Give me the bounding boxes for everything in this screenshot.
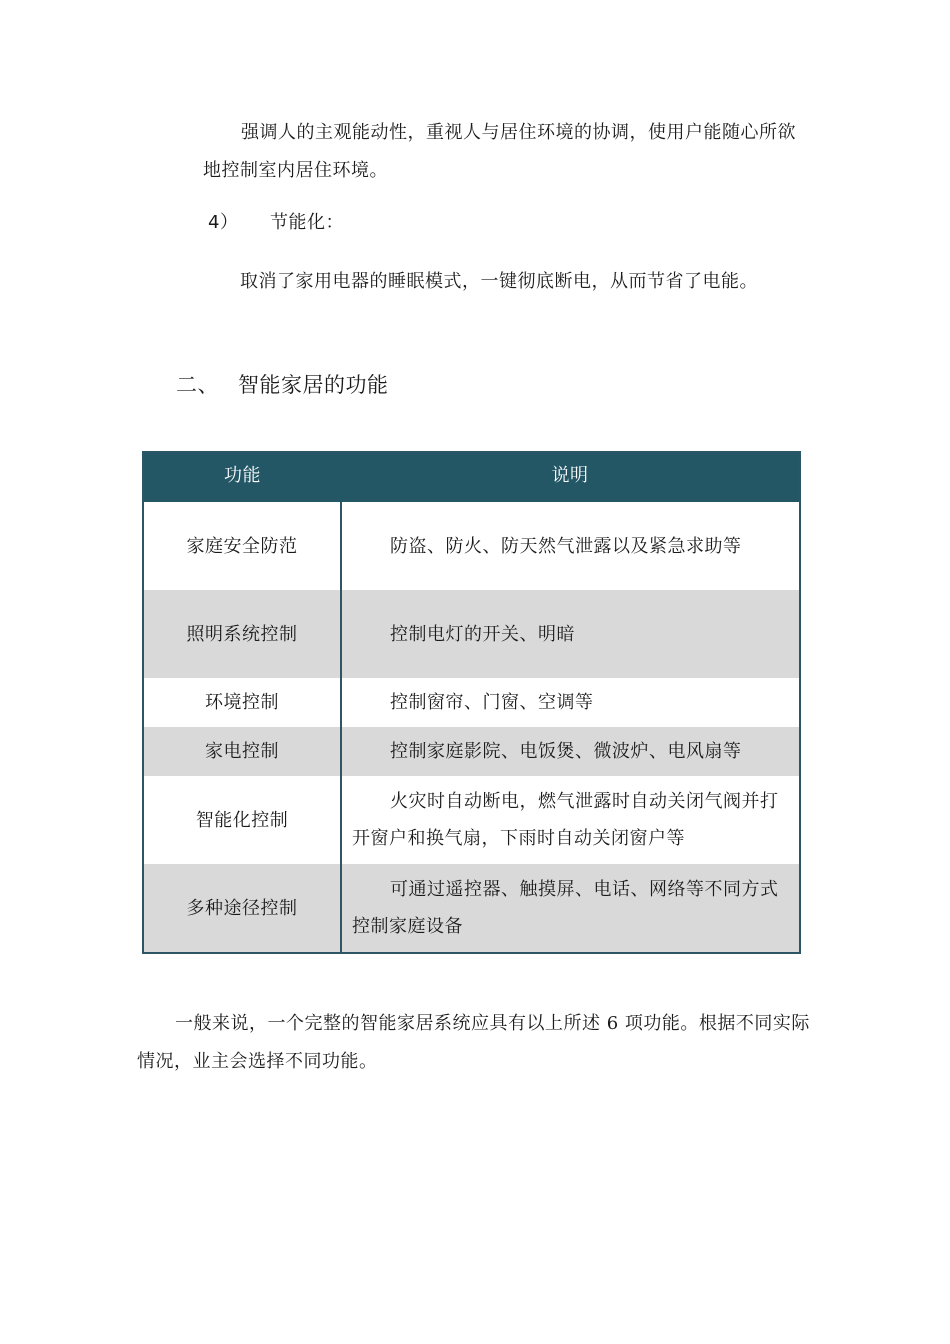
description-text: 可通过遥控器、触摸屏、电话、网络等不同方式控制家庭设备 [352, 879, 779, 937]
header-function: 功能 [143, 452, 341, 502]
cell-description [341, 776, 800, 864]
description-text: 控制窗帘、门窗、空调等 [390, 692, 594, 713]
description-text: 控制电灯的开关、明暗 [390, 623, 575, 645]
cell-description [341, 502, 800, 590]
cell-description [341, 678, 800, 727]
list-number: 4） [208, 212, 239, 233]
functions-table [142, 451, 801, 954]
list-item-energy-saving [208, 204, 344, 242]
cell-function: 家电控制 [143, 727, 341, 776]
table-row [143, 776, 800, 864]
paragraph-summary: 一般来说，一个完整的智能家居系统应具有以上所述 6 项功能。根据不同实际情况，业主会选择不同功能。 [137, 1013, 810, 1072]
list-label: 节能化： [270, 212, 344, 233]
description-text: 火灾时自动断电，燃气泄露时自动关闭气阀并打开窗户和换气扇，下雨时自动关闭窗户等 [352, 791, 779, 849]
description-text: 防盗、防火、防天然气泄露以及紧急求助等 [390, 535, 742, 557]
description-text: 控制家庭影院、电饭煲、微波炉、电风扇等 [390, 741, 742, 762]
cell-function: 多种途径控制 [143, 864, 341, 953]
section-heading [176, 366, 389, 404]
table-header-row [143, 452, 800, 502]
cell-function: 智能化控制 [143, 776, 341, 864]
paragraph-interaction: 强调人的主观能动性，重视人与居住环境的协调，使用户能随心所欲地控制室内居住环境。 [203, 122, 796, 181]
header-description: 说明 [341, 452, 800, 502]
cell-description [341, 727, 800, 776]
section-title: 智能家居的功能 [238, 373, 389, 397]
cell-function: 照明系统控制 [143, 590, 341, 678]
table-row [143, 864, 800, 953]
cell-description [341, 864, 800, 953]
table-row [143, 590, 800, 678]
cell-function: 家庭安全防范 [143, 502, 341, 590]
paragraph-energy-saving: 取消了家用电器的睡眠模式，一键彻底断电，从而节省了电能。 [240, 271, 758, 292]
cell-function: 环境控制 [143, 678, 341, 727]
table-row [143, 502, 800, 590]
cell-description [341, 590, 800, 678]
section-number: 二、 [176, 373, 219, 397]
table-row [143, 678, 800, 727]
table-row [143, 727, 800, 776]
